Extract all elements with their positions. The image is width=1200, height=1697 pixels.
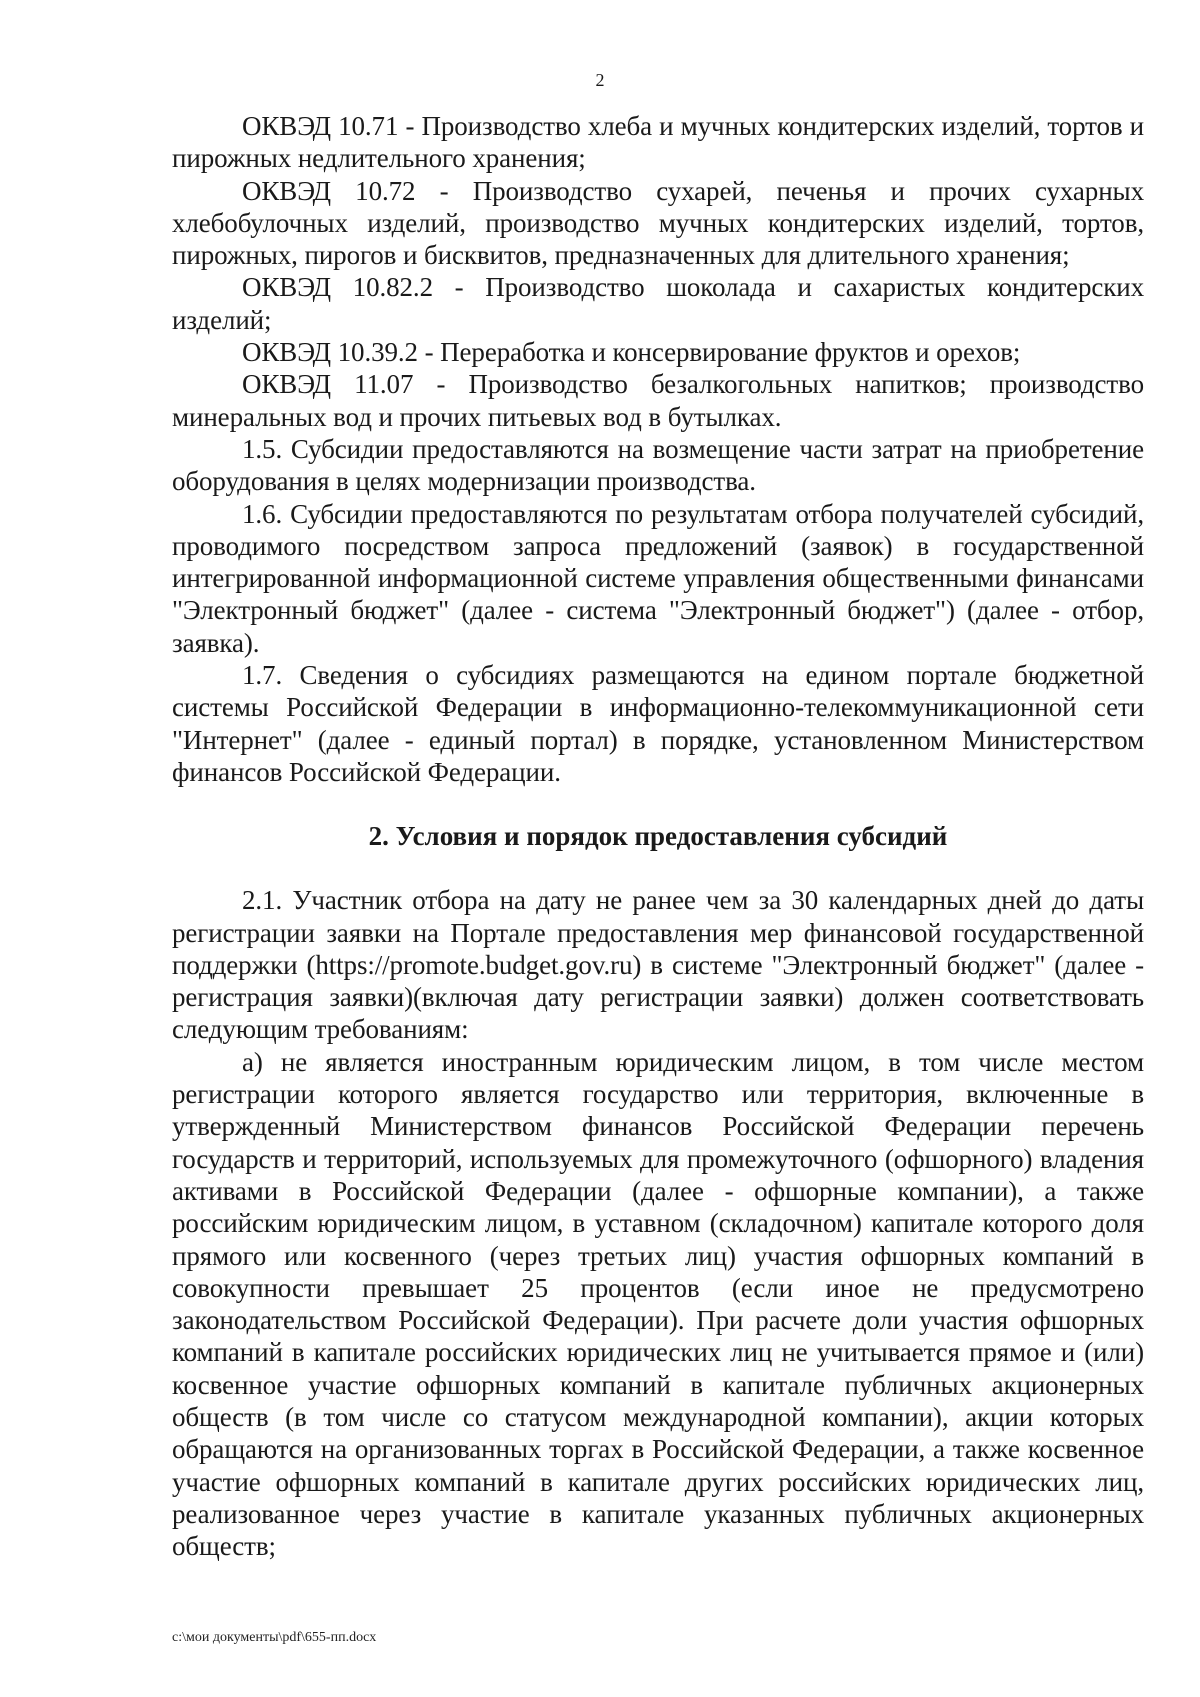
paragraph-2-1-a: а) не является иностранным юридическим лицом, в том числе местом регистрации которого является государство или территория, включенные в утвержденный Министерством финансов Российской Федерации перечень государств и территорий, используемых для промежуточного (офшорного) владения активами в Российской Федерации (далее - офшорные компании), а также российским юридическим лицом, в уставном (складочном) капитале которого доля прямого или косвенного (через третьих лиц) участия офшорных компаний в совокупности превышает 25 процентов (если иное не предусмотрено законодательством Российской Федерации). При расчете доли участия офшорных компаний в капитале российских юридических лиц не учитывается прямое и (или) косвенное участие офшорных компаний в капитале публичных акционерных обществ (в том числе со статусом международной компании), акции которых обращаются на организованных торгах в Российской Федерации, а также косвенное участие офшорных компаний в капитале других российских юридических лиц, реализованное через участие в капитале указанных публичных акционерных обществ; [172,1046,1144,1562]
paragraph-okved-10-72: ОКВЭД 10.72 - Производство сухарей, печенья и прочих сухарных хлебобулочных изделий, производство мучных кондитерских изделий, тортов, пирожных, пирогов и бисквитов, предназначенных для длительного хранения; [172,175,1144,271]
paragraph-okved-11-07: ОКВЭД 11.07 - Производство безалкогольных напитков; производство минеральных вод и прочих питьевых вод в бутылках. [172,369,1144,432]
page-number: 2 [595,70,605,90]
section-heading: 2. Условия и порядок предоставления субсидий [368,821,948,852]
paragraph-1-5: 1.5. Субсидии предоставляются на возмещение части затрат на приобретение оборудования в целях модернизации производства. [172,433,1144,497]
paragraph-okved-10-71: ОКВЭД 10.71 - Производство хлеба и мучных кондитерских изделий, тортов и пирожных недлительного хранения; [172,111,1144,174]
paragraph-okved-10-82-2: ОКВЭД 10.82.2 - Производство шоколада и сахаристых кондитерских изделий; [172,272,1144,335]
paragraph-2-1: 2.1. Участник отбора на дату не ранее чем за 30 календарных дней до даты регистрации заявки на Портале предоставления мер финансовой государственной поддержки (https://promote.budget.gov.ru) в системе "Электронный бюджет" (далее - регистрация заявки)(включая дату регистрации заявки) должен соответствовать следующим требованиям: [172,885,1144,1045]
footer-file-path: c:\мои документы\pdf\655-пп.docx [172,1630,377,1645]
paragraph-1-6: 1.6. Субсидии предоставляются по результатам отбора получателей субсидий, проводимого посредством запроса предложений (заявок) в государственной интегрированной информационной системе управления общественными финансами "Электронный бюджет" (далее - система "Электронный бюджет") (далее - отбор, заявка). [172,498,1144,658]
paragraph-okved-10-39-2: ОКВЭД 10.39.2 - Переработка и консервирование фруктов и орехов; [242,337,1021,368]
paragraph-1-7: 1.7. Сведения о субсидиях размещаются на едином портале бюджетной системы Российской Федерации в информационно-телекоммуникационной сети "Интернет" (далее - единый портал) в порядке, установленном Министерством финансов Российской Федерации. [172,660,1144,787]
document-body [172,110,1144,1562]
